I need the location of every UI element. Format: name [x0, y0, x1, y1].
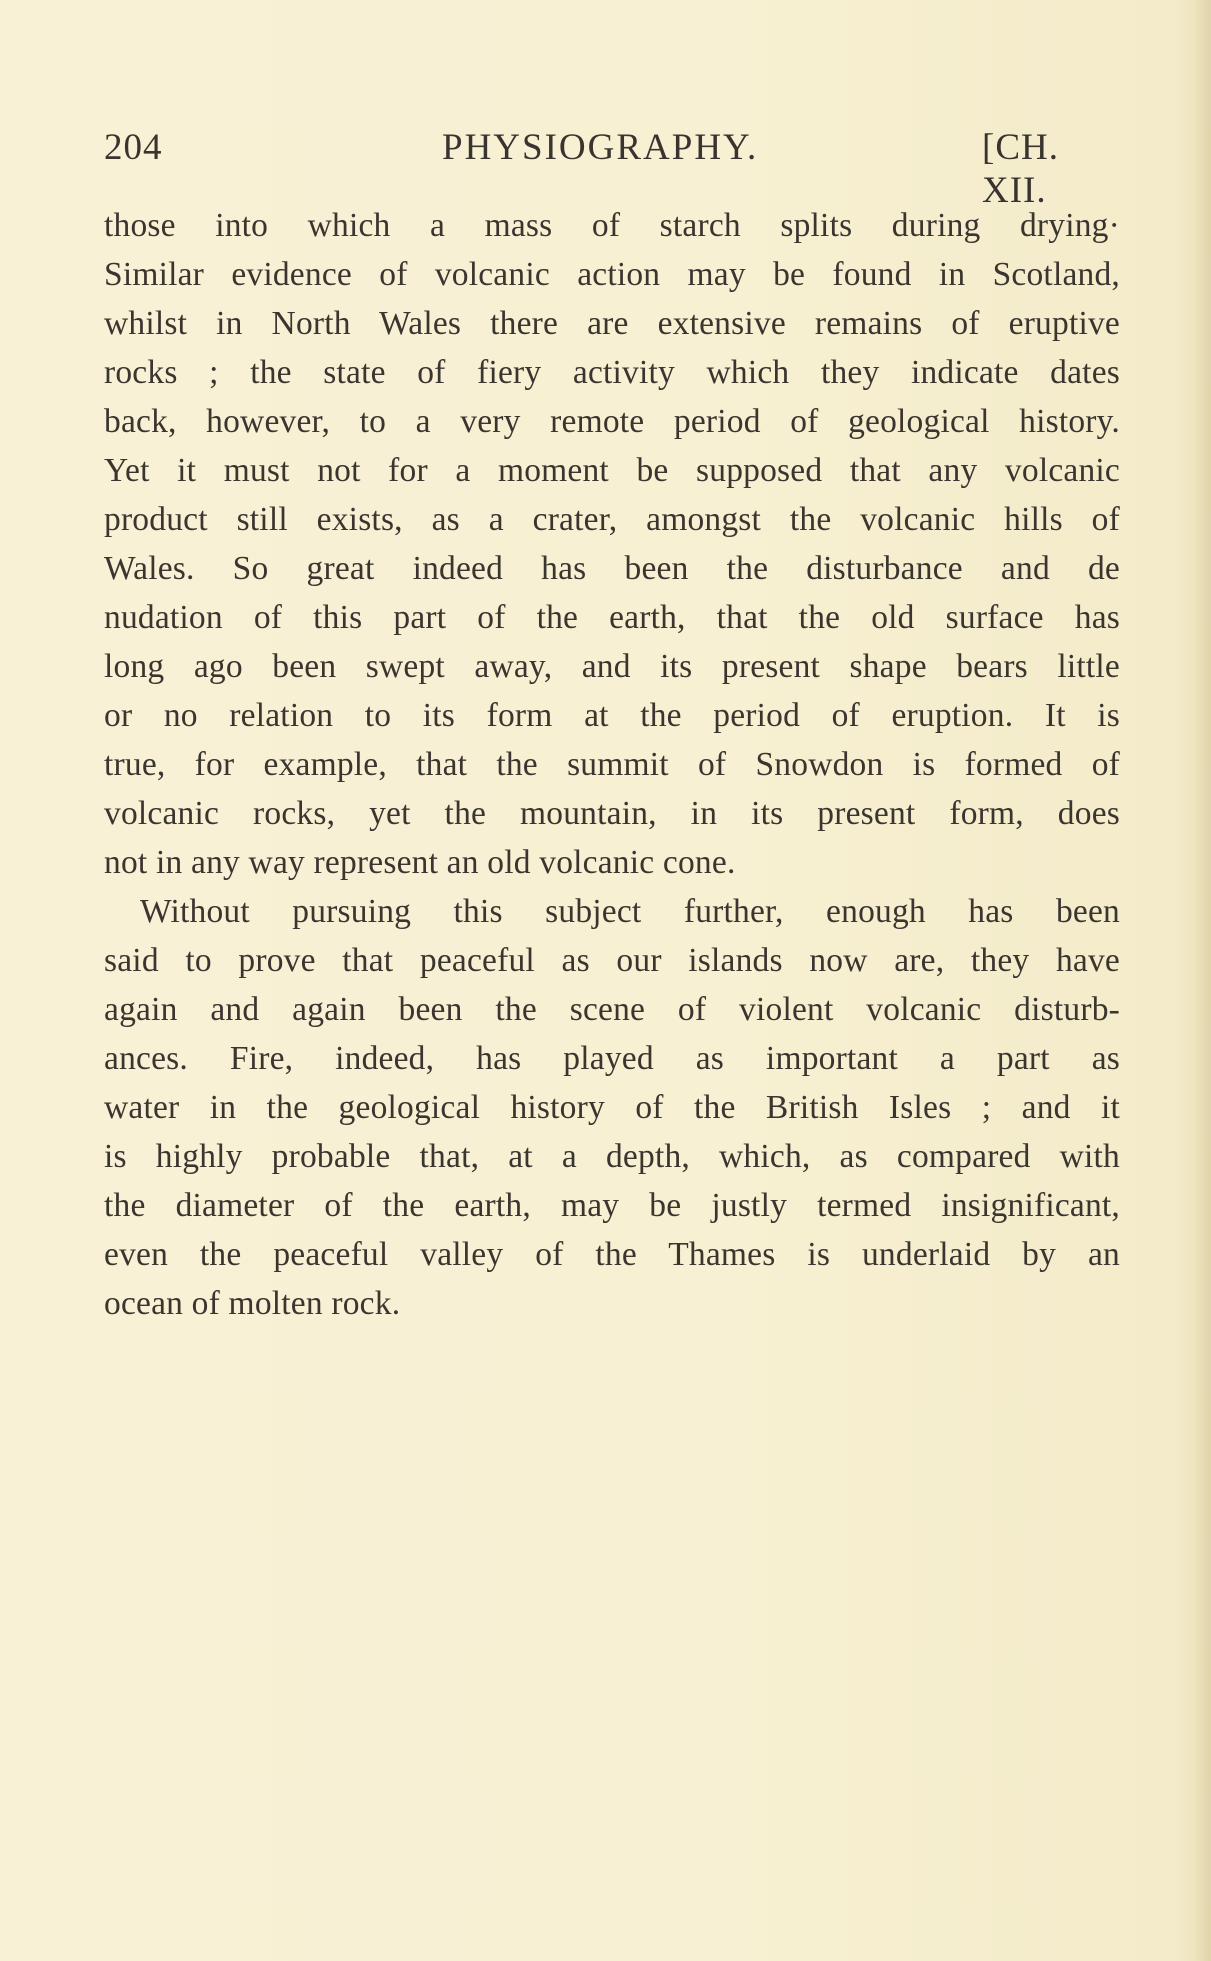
text-line: Yet it must not for a moment be supposed that any volcanic — [104, 452, 1120, 489]
text-line: back, however, to a very remote period of geological history. — [104, 403, 1120, 440]
text-line: even the peaceful valley of the Thames is underlaid by an — [104, 1236, 1120, 1273]
body-text — [104, 201, 1120, 1328]
text-line: is highly probable that, at a depth, which, as compared with — [104, 1138, 1120, 1175]
text-line: the diameter of the earth, may be justly termed insignificant, — [104, 1187, 1120, 1224]
text-line: or no relation to its form at the period of eruption. It is — [104, 697, 1120, 734]
text-line: volcanic rocks, yet the mountain, in its present form, does — [104, 795, 1120, 832]
text-line: product still exists, as a crater, amongst the volcanic hills of — [104, 501, 1120, 538]
text-line: whilst in North Wales there are extensive remains of eruptive — [104, 305, 1120, 342]
text-line: rocks ; the state of fiery activity which they indicate dates — [104, 354, 1120, 391]
text-line: those into which a mass of starch splits during drying· — [104, 207, 1120, 244]
paragraph-start-line: Without pursuing this subject further, enough has been — [140, 893, 1120, 930]
text-line: again and again been the scene of violent volcanic disturb- — [104, 991, 1120, 1028]
text-line: not in any way represent an old volcanic cone. — [104, 844, 736, 881]
chapter-reference: [CH. XII. — [982, 127, 1059, 211]
text-line: said to prove that peaceful as our islands now are, they have — [104, 942, 1120, 979]
text-line: ances. Fire, indeed, has played as important a part as — [104, 1040, 1120, 1077]
text-line: Similar evidence of volcanic action may be found in Scotland, — [104, 256, 1120, 293]
text-line: Wales. So great indeed has been the disturbance and de — [104, 550, 1120, 587]
text-line: long ago been swept away, and its present shape bears little — [104, 648, 1120, 685]
text-line: water in the geological history of the British Isles ; and it — [104, 1089, 1120, 1126]
page-number: 204 — [104, 127, 163, 168]
page-header — [104, 126, 1124, 211]
running-title: PHYSIOGRAPHY. — [442, 127, 759, 168]
text-line: true, for example, that the summit of Snowdon is formed of — [104, 746, 1120, 783]
text-line: ocean of molten rock. — [104, 1285, 401, 1322]
text-line: nudation of this part of the earth, that the old surface has — [104, 599, 1120, 636]
